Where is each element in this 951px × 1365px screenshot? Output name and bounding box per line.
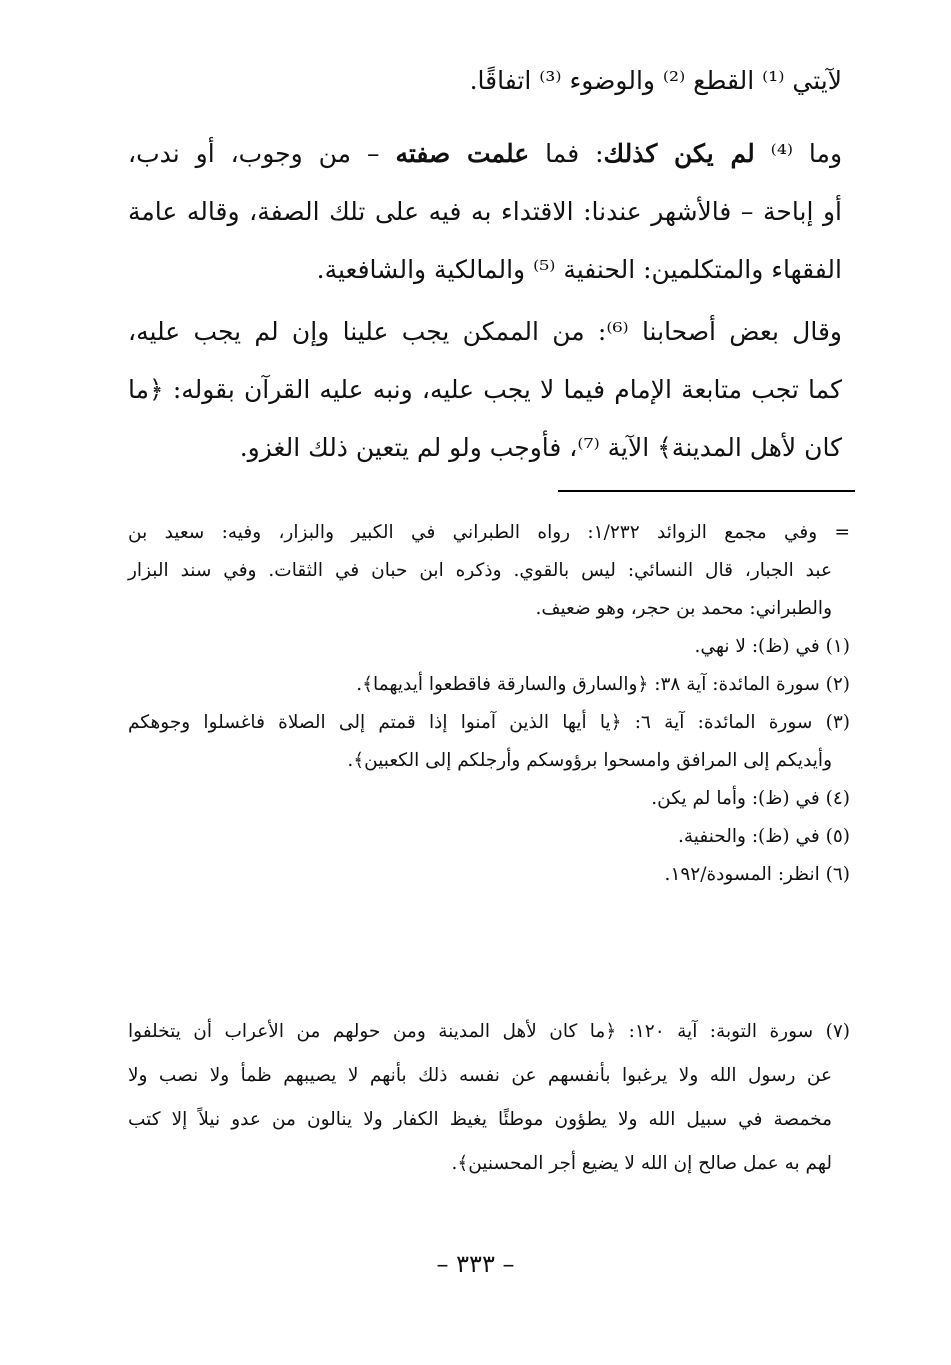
footnote-2: (٢) سورة المائدة: آية ٣٨: ﴿والسارق والسارقة فاقطعوا أيديهما﴾. [356, 674, 850, 695]
footnote-7-block [128, 1010, 850, 1186]
text-run: – من وجوب، أو ندب، [128, 139, 396, 168]
main-paragraph [128, 303, 842, 477]
main-text [128, 52, 842, 110]
page-number: – ٣٣٣ – [436, 1250, 515, 1278]
footnote-continuation-line: عبد الجبار، قال النسائي: ليس بالقوي. وذكره ابن حبان في الثقات. وفي سند البزار [128, 560, 832, 581]
footnote-continuation-line: = وفي مجمع الزوائد ١/٢٣٢: رواه الطبراني في الكبير والبزار، وفيه: سعيد بن [128, 522, 850, 543]
text-line-2 [128, 125, 842, 183]
footnote-6: (٦) انظر: المسودة/١٩٢. [664, 864, 850, 885]
text-run: وما ⁽⁴⁾ [754, 139, 843, 168]
text-line-6: كما تجب متابعة الإمام فيما لا يجب عليه، ونبه عليه القرآن بقوله: ﴿ما [128, 375, 842, 404]
footnotes [128, 514, 850, 894]
footnote-7-continuation: مخمصة في سبيل الله ولا يطؤون موطئًا يغيظ الكفار ولا ينالون من عدو نيلاً إلا كتب [128, 1109, 832, 1130]
footnote-continuation-line: والطبراني: محمد بن حجر، وهو ضعيف. [535, 598, 832, 619]
footnote-1: (١) في (ظ): لا نهي. [694, 636, 850, 657]
footnote-3-continuation: وأيديكم إلى المرافق وامسحوا برؤوسكم وأرجلكم إلى الكعبين﴾. [347, 750, 832, 771]
text-line-5: وقال بعض أصحابنا ⁽⁶⁾: من الممكن يجب علينا وإن لم يجب عليه، [128, 317, 842, 346]
footnote-separator [558, 490, 855, 492]
text-line-3: أو إباحة – فالأشهر عندنا: الاقتداء به فيه على تلك الصفة، وقاله عامة [128, 197, 842, 226]
text-line-4: الفقهاء والمتكلمين: الحنفية ⁽⁵⁾ والمالكية والشافعية. [316, 255, 842, 284]
footnote-7-continuation: عن رسول الله ولا يرغبوا بأنفسهم عن نفسه ذلك بأنهم لا يصيبهم ظمأ ولا نصب ولا [128, 1065, 832, 1086]
text-line-7: كان لأهل المدينة﴾ الآية ⁽⁷⁾، فأوجب ولو لم يتعين ذلك الغزو. [239, 433, 842, 462]
footnote-7-continuation: لهم به عمل صالح إن الله لا يضيع أجر المحسنين﴾. [451, 1153, 832, 1174]
footnote-7: (٧) سورة التوبة: آية ١٢٠: ﴿ما كان لأهل المدينة ومن حولهم من الأعراب أن يتخلفوا [128, 1021, 850, 1042]
text-line-1: لآيتي ⁽¹⁾ القطع ⁽²⁾ والوضوء ⁽³⁾ اتفاقًا. [469, 66, 842, 95]
bold-phrase: لم يكن كذلك [603, 139, 755, 168]
footnote-4: (٤) في (ظ): وأما لم يكن. [651, 788, 850, 809]
text-run: : فما [529, 139, 604, 168]
footnote-3: (٣) سورة المائدة: آية ٦: ﴿يا أيها الذين آمنوا إذا قمتم إلى الصلاة فاغسلوا وجوهكم [128, 712, 850, 733]
bold-phrase: علمت صفته [395, 139, 530, 168]
footnote-5: (٥) في (ظ): والحنفية. [677, 826, 850, 847]
main-paragraph [128, 125, 842, 299]
